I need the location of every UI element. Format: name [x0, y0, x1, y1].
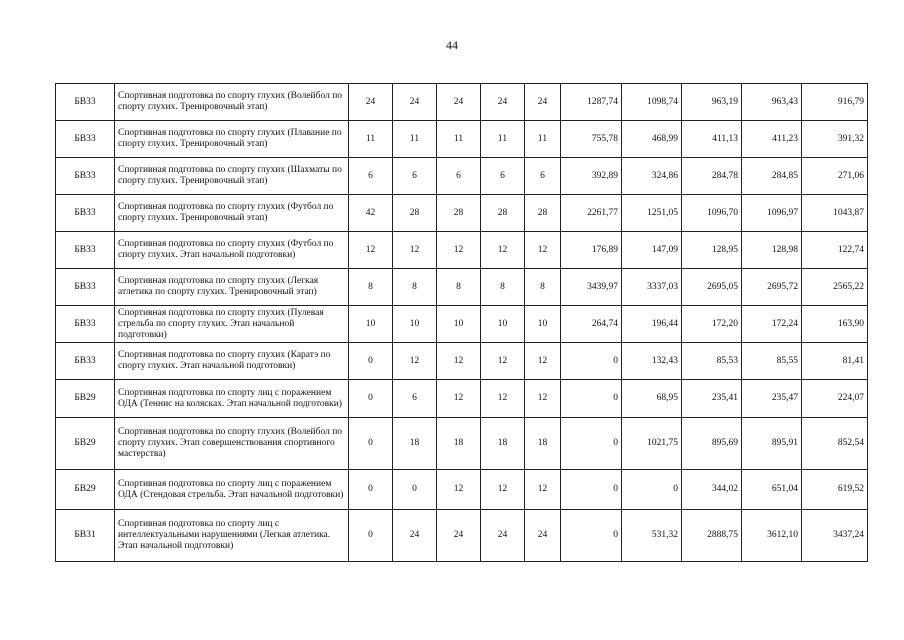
amount-cell: 3337,03 — [622, 269, 682, 306]
row-code: БВ29 — [56, 380, 115, 418]
count-cell: 12 — [481, 380, 525, 418]
amount-cell: 235,41 — [682, 380, 742, 418]
count-cell: 18 — [437, 418, 481, 470]
count-cell: 18 — [525, 418, 561, 470]
amount-cell: 0 — [561, 470, 622, 510]
count-cell: 12 — [525, 343, 561, 380]
amount-cell: 411,23 — [742, 121, 802, 158]
page-number: 44 — [446, 38, 458, 52]
count-cell: 24 — [481, 510, 525, 562]
table-row — [56, 470, 868, 510]
amount-cell: 963,19 — [682, 84, 742, 121]
table-row — [56, 232, 868, 269]
count-cell: 0 — [349, 470, 393, 510]
count-cell: 0 — [393, 470, 437, 510]
count-cell: 11 — [393, 121, 437, 158]
amount-cell: 172,24 — [742, 306, 802, 343]
count-cell: 8 — [437, 269, 481, 306]
count-cell: 8 — [393, 269, 437, 306]
row-code: БВ31 — [56, 510, 115, 562]
count-cell: 24 — [393, 84, 437, 121]
count-cell: 12 — [393, 232, 437, 269]
amount-cell: 916,79 — [802, 84, 868, 121]
row-description: Спортивная подготовка по спорту лиц с поражением ОДА (Теннис на колясках. Этап начальной подготовки) — [115, 380, 349, 418]
amount-cell: 85,53 — [682, 343, 742, 380]
amount-cell: 132,43 — [622, 343, 682, 380]
row-description: Спортивная подготовка по спорту лиц с поражением ОДА (Стендовая стрельба. Этап начальной подготовки) — [115, 470, 349, 510]
count-cell: 11 — [525, 121, 561, 158]
count-cell: 28 — [525, 195, 561, 232]
amount-cell: 0 — [561, 380, 622, 418]
amount-cell: 128,98 — [742, 232, 802, 269]
count-cell: 12 — [349, 232, 393, 269]
row-description: Спортивная подготовка по спорту глухих (Шахматы по спорту глухих. Тренировочный этап) — [115, 158, 349, 195]
count-cell: 18 — [393, 418, 437, 470]
row-code: БВ33 — [56, 195, 115, 232]
count-cell: 11 — [437, 121, 481, 158]
count-cell: 0 — [349, 418, 393, 470]
table-row — [56, 510, 868, 562]
amount-cell: 1096,97 — [742, 195, 802, 232]
amount-cell: 1021,75 — [622, 418, 682, 470]
count-cell: 6 — [525, 158, 561, 195]
data-table — [55, 83, 868, 562]
count-cell: 10 — [437, 306, 481, 343]
amount-cell: 344,02 — [682, 470, 742, 510]
amount-cell: 264,74 — [561, 306, 622, 343]
row-code: БВ33 — [56, 232, 115, 269]
amount-cell: 128,95 — [682, 232, 742, 269]
amount-cell: 81,41 — [802, 343, 868, 380]
row-code: БВ33 — [56, 269, 115, 306]
row-code: БВ33 — [56, 306, 115, 343]
amount-cell: 0 — [561, 343, 622, 380]
count-cell: 8 — [525, 269, 561, 306]
count-cell: 10 — [349, 306, 393, 343]
row-description: Спортивная подготовка по спорту глухих (Каратэ по спорту глухих. Этап начальной подготовки) — [115, 343, 349, 380]
count-cell: 6 — [393, 380, 437, 418]
count-cell: 0 — [349, 510, 393, 562]
amount-cell: 895,69 — [682, 418, 742, 470]
table-row — [56, 418, 868, 470]
count-cell: 0 — [349, 343, 393, 380]
row-code: БВ33 — [56, 158, 115, 195]
amount-cell: 1098,74 — [622, 84, 682, 121]
amount-cell: 2565,22 — [802, 269, 868, 306]
amount-cell: 3612,10 — [742, 510, 802, 562]
row-description: Спортивная подготовка по спорту глухих (Футбол по спорту глухих. Этап начальной подготовки) — [115, 232, 349, 269]
count-cell: 12 — [525, 470, 561, 510]
row-description: Спортивная подготовка по спорту глухих (Волейбол по спорту глухих. Этап совершенствования спортивного мастерства) — [115, 418, 349, 470]
count-cell: 8 — [349, 269, 393, 306]
amount-cell: 1251,05 — [622, 195, 682, 232]
table-row — [56, 195, 868, 232]
amount-cell: 963,43 — [742, 84, 802, 121]
count-cell: 12 — [437, 232, 481, 269]
amount-cell: 68,95 — [622, 380, 682, 418]
table-row — [56, 84, 868, 121]
amount-cell: 2695,05 — [682, 269, 742, 306]
row-description: Спортивная подготовка по спорту глухих (Футбол по спорту глухих. Тренировочный этап) — [115, 195, 349, 232]
table-row — [56, 158, 868, 195]
row-code: БВ33 — [56, 343, 115, 380]
amount-cell: 235,47 — [742, 380, 802, 418]
amount-cell: 392,89 — [561, 158, 622, 195]
amount-cell: 176,89 — [561, 232, 622, 269]
amount-cell: 468,99 — [622, 121, 682, 158]
count-cell: 28 — [481, 195, 525, 232]
amount-cell: 324,86 — [622, 158, 682, 195]
count-cell: 42 — [349, 195, 393, 232]
amount-cell: 147,09 — [622, 232, 682, 269]
count-cell: 24 — [437, 84, 481, 121]
count-cell: 18 — [481, 418, 525, 470]
amount-cell: 0 — [622, 470, 682, 510]
count-cell: 10 — [393, 306, 437, 343]
amount-cell: 651,04 — [742, 470, 802, 510]
row-code: БВ29 — [56, 418, 115, 470]
amount-cell: 3437,24 — [802, 510, 868, 562]
amount-cell: 1096,70 — [682, 195, 742, 232]
amount-cell: 271,06 — [802, 158, 868, 195]
count-cell: 12 — [437, 380, 481, 418]
amount-cell: 852,54 — [802, 418, 868, 470]
count-cell: 12 — [481, 232, 525, 269]
row-description: Спортивная подготовка по спорту глухих (Пулевая стрельба по спорту глухих. Этап начальной подготовки) — [115, 306, 349, 343]
amount-cell: 2888,75 — [682, 510, 742, 562]
count-cell: 6 — [437, 158, 481, 195]
count-cell: 6 — [349, 158, 393, 195]
table-row — [56, 343, 868, 380]
amount-cell: 1043,87 — [802, 195, 868, 232]
table-body — [56, 84, 868, 562]
count-cell: 24 — [525, 84, 561, 121]
count-cell: 6 — [481, 158, 525, 195]
amount-cell: 391,32 — [802, 121, 868, 158]
amount-cell: 1287,74 — [561, 84, 622, 121]
amount-cell: 122,74 — [802, 232, 868, 269]
count-cell: 24 — [481, 84, 525, 121]
amount-cell: 531,32 — [622, 510, 682, 562]
amount-cell: 224,07 — [802, 380, 868, 418]
row-description: Спортивная подготовка по спорту глухих (Волейбол по спорту глухих. Тренировочный этап) — [115, 84, 349, 121]
row-description: Спортивная подготовка по спорту глухих (Плавание по спорту глухих. Тренировочный этап) — [115, 121, 349, 158]
count-cell: 6 — [393, 158, 437, 195]
amount-cell: 3439,97 — [561, 269, 622, 306]
count-cell: 10 — [481, 306, 525, 343]
amount-cell: 0 — [561, 418, 622, 470]
count-cell: 24 — [525, 510, 561, 562]
count-cell: 12 — [525, 380, 561, 418]
count-cell: 28 — [437, 195, 481, 232]
count-cell: 12 — [393, 343, 437, 380]
count-cell: 12 — [481, 470, 525, 510]
amount-cell: 172,20 — [682, 306, 742, 343]
amount-cell: 619,52 — [802, 470, 868, 510]
amount-cell: 284,85 — [742, 158, 802, 195]
row-code: БВ29 — [56, 470, 115, 510]
table-row — [56, 121, 868, 158]
table-row — [56, 380, 868, 418]
amount-cell: 2695,72 — [742, 269, 802, 306]
count-cell: 24 — [393, 510, 437, 562]
count-cell: 10 — [525, 306, 561, 343]
count-cell: 8 — [481, 269, 525, 306]
row-description: Спортивная подготовка по спорту лиц с интеллектуальными нарушениями (Легкая атлетика. Этап начальной подготовки) — [115, 510, 349, 562]
count-cell: 28 — [393, 195, 437, 232]
amount-cell: 411,13 — [682, 121, 742, 158]
row-description: Спортивная подготовка по спорту глухих (Легкая атлетика по спорту глухих. Тренировочный этап) — [115, 269, 349, 306]
row-code: БВ33 — [56, 121, 115, 158]
amount-cell: 163,90 — [802, 306, 868, 343]
count-cell: 12 — [525, 232, 561, 269]
count-cell: 12 — [437, 343, 481, 380]
amount-cell: 284,78 — [682, 158, 742, 195]
count-cell: 12 — [481, 343, 525, 380]
count-cell: 24 — [437, 510, 481, 562]
table-row — [56, 269, 868, 306]
count-cell: 12 — [437, 470, 481, 510]
row-code: БВ33 — [56, 84, 115, 121]
count-cell: 11 — [481, 121, 525, 158]
amount-cell: 755,78 — [561, 121, 622, 158]
count-cell: 0 — [349, 380, 393, 418]
amount-cell: 85,55 — [742, 343, 802, 380]
amount-cell: 895,91 — [742, 418, 802, 470]
amount-cell: 196,44 — [622, 306, 682, 343]
count-cell: 11 — [349, 121, 393, 158]
amount-cell: 2261,77 — [561, 195, 622, 232]
amount-cell: 0 — [561, 510, 622, 562]
table-row — [56, 306, 868, 343]
count-cell: 24 — [349, 84, 393, 121]
